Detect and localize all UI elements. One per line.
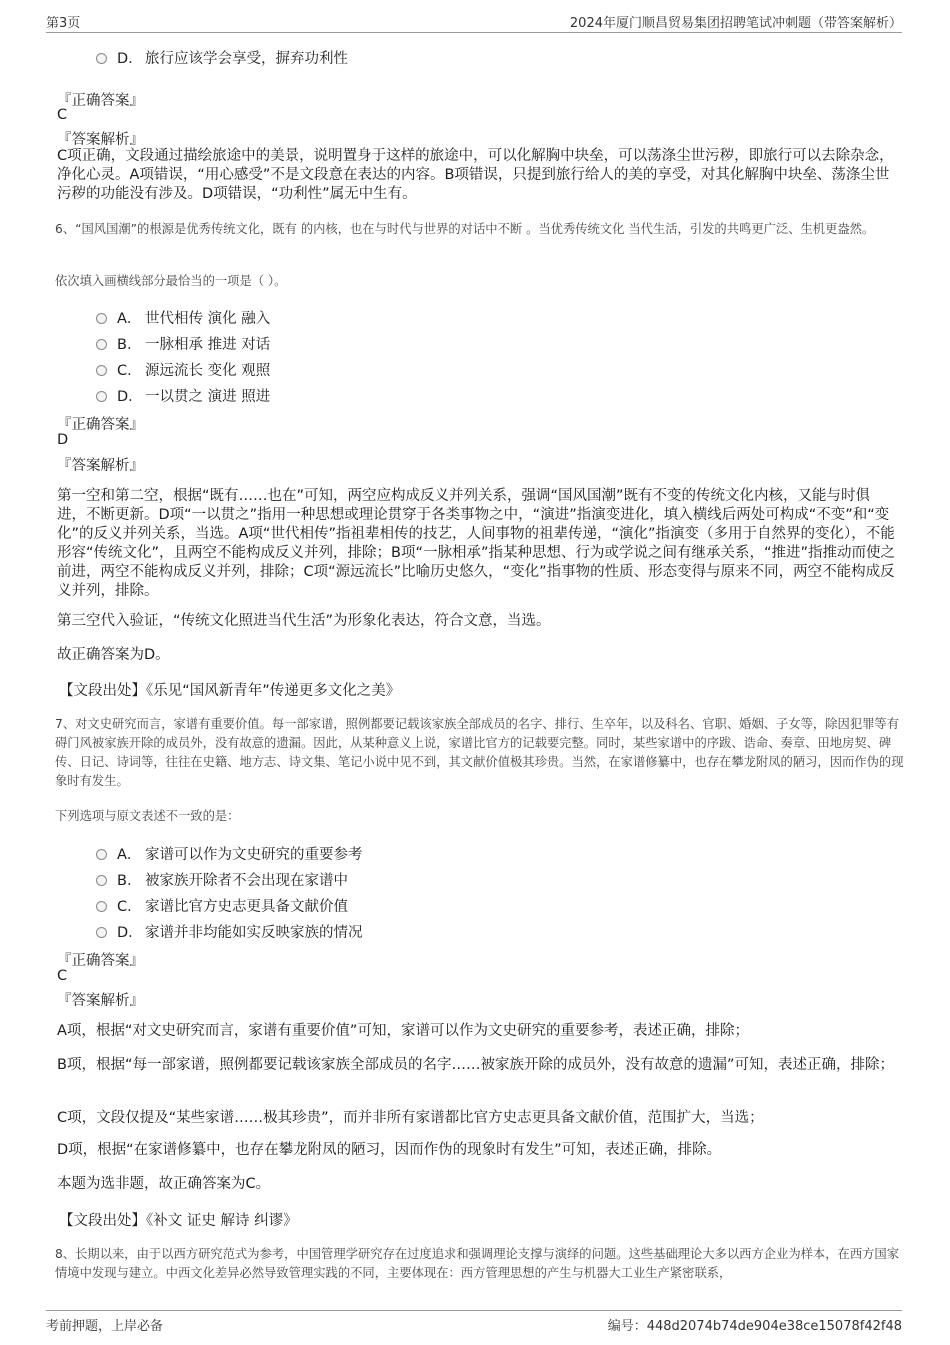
q5-answer: C xyxy=(57,107,68,123)
q7-stem: 7、对文史研究而言，家谱有重要价值。每一部家谱，照例都要记载该家族全部成员的名字、排行、生卒年，以及科名、官职、婚姻、子女等，除因犯罪等有碍门风被家族开除的成员外，没有故意的遗漏。因此，从某种意义上说，家谱比官方的记载要完整。同时，某些家谱中的序跋、诰命、奏章、田地房契、碑传、日记、诗词等，往往在史籍、地方志、诗文集、笔记小说中见不到，其文献价值极其珍贵。当然，在家谱修纂中，也存在攀龙附凤的陋习，因而作伪的现象时有发生。 xyxy=(55,717,904,788)
q6-analysis-paragraph: 第一空和第二空，根据“既有……也在”可知，两空应构成反义并列关系，强调“国风国潮”既有不变的传统文化内核，又能与时俱进，不断更新。D项“一以贯之”指用一种思想或理论贯穿于各类事物之中，“演进”指演变进化，填入横线后两处可构成“不变”和“变化”的反义并列关系，当选。A项“世代相传”指祖辈相传的技艺，人间事物的祖辈传递，“演化”指演变（多用于自然界的变化），不能形容“传统文化”，且两空不能构成反义并列，排除；B项“一脉相承”指某种思想、行为或学说之间有继承关系，“推进”指推动而使之前进，两空不能构成反义并列，排除；C项“源远流长”比喻历史悠久，“变化”指事物的性质、形态变得与原来不同，两空不能构成反义并列，排除。 xyxy=(57,488,896,599)
q6-analysis-label: 『答案解析』 xyxy=(57,458,144,474)
page-footer xyxy=(46,1310,902,1333)
q6-analysis-paragraph: 故正确答案为D。 xyxy=(57,647,170,663)
q6-option-b[interactable]: B． 一脉相承 推进 对话 xyxy=(96,333,270,353)
q6-prompt: 依次填入画横线部分最恰当的一项是（ ）。 xyxy=(55,274,287,288)
q5-analysis-label: 『答案解析』 xyxy=(57,132,144,148)
radio-icon[interactable] xyxy=(96,901,107,912)
q5-answer-label: 『正确答案』 xyxy=(57,93,144,109)
q6-option-a[interactable]: A． 世代相传 演化 融入 xyxy=(96,307,270,327)
radio-icon[interactable] xyxy=(96,365,107,376)
page-header xyxy=(46,10,902,33)
q7-option-a[interactable]: A． 家谱可以作为文史研究的重要参考 xyxy=(96,843,363,863)
document-id: 编号：448d2074b74de904e38ce15078f42f48 xyxy=(607,1319,902,1334)
page-number: 第3页 xyxy=(46,16,81,31)
q7-answer-label: 『正确答案』 xyxy=(57,953,144,969)
q7-source: 【文段出处】《补文 证史 解诗 纠谬》 xyxy=(59,1213,298,1229)
q6-answer-label: 『正确答案』 xyxy=(57,417,144,433)
q6-option-c[interactable]: C． 源远流长 变化 观照 xyxy=(96,359,270,379)
q7-option-c[interactable]: C． 家谱比官方史志更具备文献价值 xyxy=(96,895,348,915)
q7-analysis-paragraph: D项，根据“在家谱修纂中，也存在攀龙附凤的陋习，因而作伪的现象时有发生”可知，表述正确，排除。 xyxy=(57,1142,722,1158)
q7-option-d[interactable]: D． 家谱并非均能如实反映家族的情况 xyxy=(96,921,363,941)
q6-answer: D xyxy=(57,432,69,448)
radio-icon[interactable] xyxy=(96,875,107,886)
q6-stem: 6、“国风国潮”的根源是优秀传统文化，既有 的内核，也在与时代与世界的对话中不断 。当优秀传统文化 当代生活，引发的共鸣更广泛、生机更盎然。 xyxy=(55,222,875,236)
document-title: 2024年厦门顺昌贸易集团招聘笔试冲刺题（带答案解析） xyxy=(569,16,902,31)
radio-icon[interactable] xyxy=(96,849,107,860)
radio-icon[interactable] xyxy=(96,339,107,350)
q7-analysis-label: 『答案解析』 xyxy=(57,993,144,1009)
radio-icon[interactable] xyxy=(96,313,107,324)
q7-prompt: 下列选项与原文表述不一致的是： xyxy=(55,809,240,823)
q7-analysis-paragraph: B项，根据“每一部家谱，照例都要记载该家族全部成员的名字……被家族开除的成员外，没有故意的遗漏”可知，表述正确，排除； xyxy=(57,1057,894,1073)
q6-analysis-paragraph: 第三空代入验证，“传统文化照进当代生活”为形象化表达，符合文意，当选。 xyxy=(57,613,551,629)
radio-icon[interactable] xyxy=(96,53,107,64)
footer-slogan: 考前押题，上岸必备 xyxy=(46,1319,164,1334)
q6-option-d[interactable]: D． 一以贯之 演进 照进 xyxy=(96,385,270,405)
radio-icon[interactable] xyxy=(96,391,107,402)
q6-source: 【文段出处】《乐见“国风新青年”传递更多文化之美》 xyxy=(59,683,401,699)
q5-option-d[interactable]: D． 旅行应该学会享受，摒弃功利性 xyxy=(96,47,348,67)
q7-analysis-paragraph: A项，根据“对文史研究而言，家谱有重要价值”可知，家谱可以作为文史研究的重要参考，表述正确，排除； xyxy=(57,1023,749,1039)
q7-option-b[interactable]: B． 被家族开除者不会出现在家谱中 xyxy=(96,869,348,889)
q8-stem: 8、长期以来，由于以西方研究范式为参考，中国管理学研究存在过度追求和强调理论支撑与演绎的问题。这些基础理论大多以西方企业为样本，在西方国家情境中发现与建立。中西文化差异必然导致管理实践的不同，主要体现在：西方管理思想的产生与机器大工业生产紧密联系， xyxy=(55,1247,900,1280)
q5-analysis: C项正确，文段通过描绘旅途中的美景，说明置身于这样的旅途中，可以化解胸中块垒，可以荡涤尘世污秽，即旅行可以去除杂念，净化心灵。A项错误，“用心感受”不是文段意在表达的内容。B项错误，只提到旅行给人的美的享受，对其化解胸中块垒、荡涤尘世污秽的功能没有涉及。D项错误，“功利性”属无中生有。 xyxy=(57,148,894,202)
radio-icon[interactable] xyxy=(96,927,107,938)
q7-answer: C xyxy=(57,968,68,984)
q7-analysis-paragraph: 本题为选非题，故正确答案为C。 xyxy=(57,1176,271,1192)
q7-analysis-paragraph: C项，文段仅提及“某些家谱……极其珍贵”，而并非所有家谱都比官方史志更具备文献价值，范围扩大，当选； xyxy=(57,1110,764,1126)
